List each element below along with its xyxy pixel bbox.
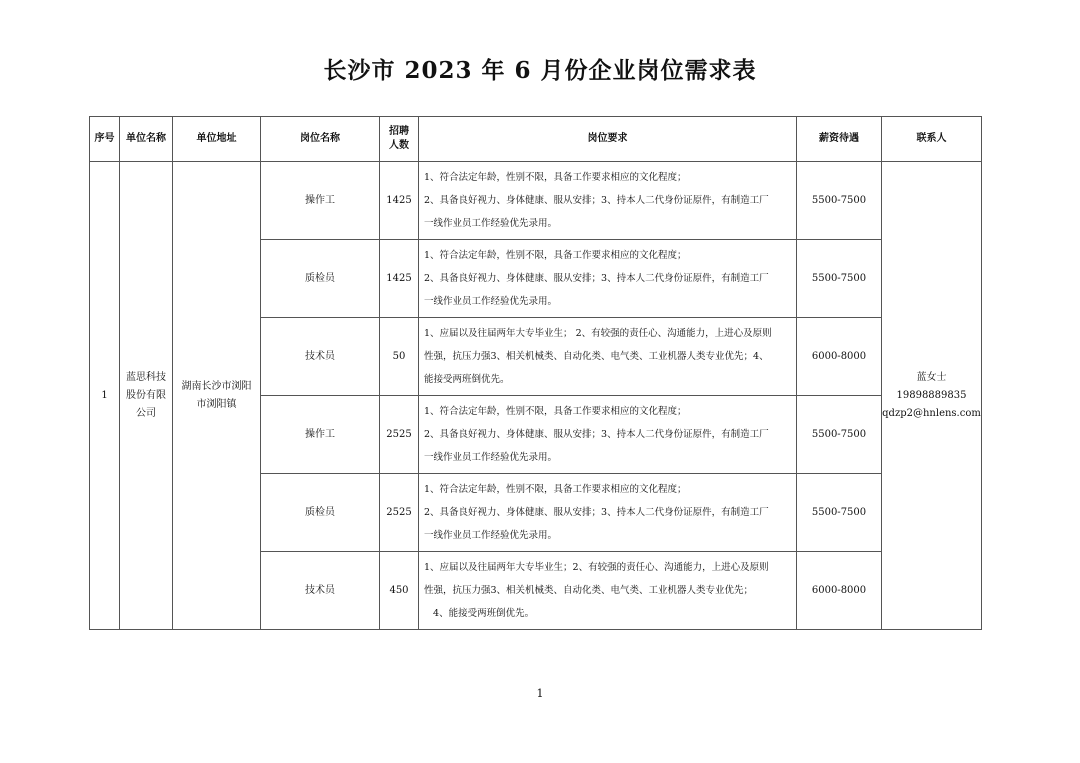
position-name: 质检员 bbox=[261, 240, 380, 318]
requirement-line: 2、具备良好视力、身体健康、服从安排；3、持本人二代身份证原件，有制造工厂 bbox=[424, 195, 769, 206]
hiring-count: 2525 bbox=[380, 474, 419, 552]
requirement-line: 一线作业员工作经验优先录用。 bbox=[424, 452, 558, 463]
header-requirements: 岗位要求 bbox=[419, 117, 797, 162]
requirement-line: 一线作业员工作经验优先录用。 bbox=[424, 218, 558, 229]
header-salary: 薪资待遇 bbox=[797, 117, 882, 162]
header-hiring-count: 招聘 人数 bbox=[380, 117, 419, 162]
requirement-line: 1、符合法定年龄，性别不限，具备工作要求相应的文化程度； bbox=[424, 484, 687, 495]
contact-info: 蓝女士 19898889835 qdzp2@hnlens.com bbox=[882, 162, 982, 630]
table-header-row bbox=[90, 117, 982, 162]
requirement-line: 1、应届以及往届两年大专毕业生；2、有较强的责任心、沟通能力，上进心及原则 bbox=[424, 562, 769, 573]
requirements-cell bbox=[419, 162, 797, 240]
requirement-line: 1、应届以及往届两年大专毕业生； 2、有较强的责任心、沟通能力，上进心及原则 bbox=[424, 328, 772, 339]
requirements-cell bbox=[419, 318, 797, 396]
position-name: 技术员 bbox=[261, 552, 380, 630]
requirement-line: 1、符合法定年龄，性别不限，具备工作要求相应的文化程度； bbox=[424, 250, 687, 261]
requirements-cell bbox=[419, 474, 797, 552]
requirement-line: 一线作业员工作经验优先录用。 bbox=[424, 296, 558, 307]
requirement-line: 1、符合法定年龄，性别不限，具备工作要求相应的文化程度； bbox=[424, 172, 687, 183]
requirement-line: 4、能接受两班倒优先。 bbox=[424, 608, 535, 619]
position-name: 操作工 bbox=[261, 162, 380, 240]
salary: 6000-8000 bbox=[797, 552, 882, 630]
header-position-name: 岗位名称 bbox=[261, 117, 380, 162]
requirement-line: 能接受两班倒优先。 bbox=[424, 374, 510, 385]
hiring-count: 1425 bbox=[380, 162, 419, 240]
position-name: 质检员 bbox=[261, 474, 380, 552]
requirements-cell bbox=[419, 396, 797, 474]
requirement-line: 一线作业员工作经验优先录用。 bbox=[424, 530, 558, 541]
hiring-count: 450 bbox=[380, 552, 419, 630]
requirement-line: 2、具备良好视力、身体健康、服从安排；3、持本人二代身份证原件，有制造工厂 bbox=[424, 429, 769, 440]
header-company-name: 单位名称 bbox=[120, 117, 173, 162]
hiring-count: 50 bbox=[380, 318, 419, 396]
requirements-cell bbox=[419, 552, 797, 630]
position-name: 操作工 bbox=[261, 396, 380, 474]
requirement-line: 2、具备良好视力、身体健康、服从安排；3、持本人二代身份证原件，有制造工厂 bbox=[424, 273, 769, 284]
page-title: 长沙市 2023 年 6 月份企业岗位需求表 bbox=[323, 57, 757, 84]
requirement-line: 性强，抗压力强3、相关机械类、自动化类、电气类、工业机器人类专业优先；4、 bbox=[424, 351, 769, 362]
header-index: 序号 bbox=[90, 117, 120, 162]
requirements-cell bbox=[419, 240, 797, 318]
salary: 5500-7500 bbox=[797, 396, 882, 474]
page-number: 1 bbox=[536, 687, 544, 700]
table-row bbox=[90, 162, 982, 240]
salary: 6000-8000 bbox=[797, 318, 882, 396]
row-index: 1 bbox=[90, 162, 120, 630]
company-address: 湖南长沙市浏阳 市浏阳镇 bbox=[173, 162, 261, 630]
salary: 5500-7500 bbox=[797, 474, 882, 552]
requirement-line: 2、具备良好视力、身体健康、服从安排；3、持本人二代身份证原件，有制造工厂 bbox=[424, 507, 769, 518]
salary: 5500-7500 bbox=[797, 162, 882, 240]
job-demand-table bbox=[89, 116, 982, 630]
hiring-count: 1425 bbox=[380, 240, 419, 318]
header-contact: 联系人 bbox=[882, 117, 982, 162]
company-name: 蓝思科技 股份有限 公司 bbox=[120, 162, 173, 630]
requirement-line: 1、符合法定年龄，性别不限，具备工作要求相应的文化程度； bbox=[424, 406, 687, 417]
salary: 5500-7500 bbox=[797, 240, 882, 318]
requirement-line: 性强，抗压力强3、相关机械类、自动化类、电气类、工业机器人类专业优先； bbox=[424, 585, 754, 596]
position-name: 技术员 bbox=[261, 318, 380, 396]
hiring-count: 2525 bbox=[380, 396, 419, 474]
header-company-address: 单位地址 bbox=[173, 117, 261, 162]
